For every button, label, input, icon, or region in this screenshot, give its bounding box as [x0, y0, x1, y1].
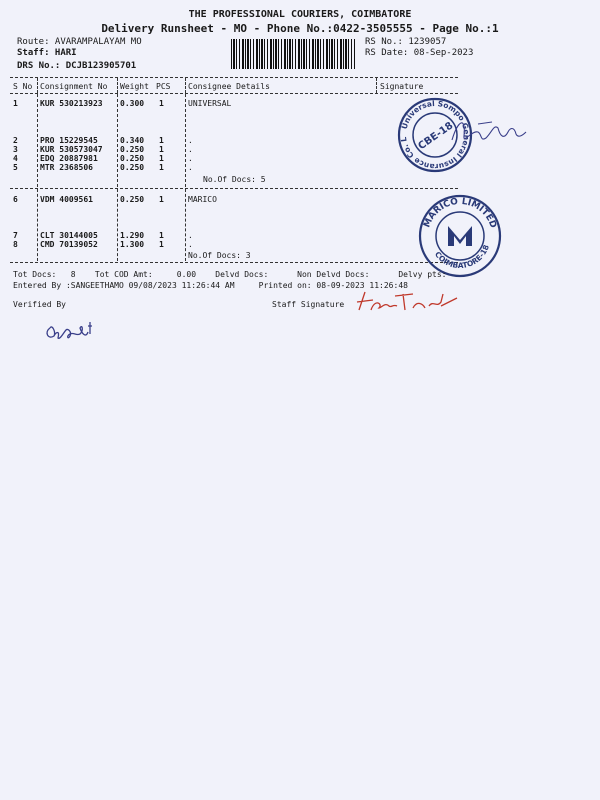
col-divider [37, 94, 38, 187]
row-weight: 0.300 [120, 99, 145, 108]
svg-text:COIMBATORE-18 [433, 244, 491, 271]
col-divider [185, 78, 186, 93]
row-weight: 0.250 [120, 145, 145, 154]
row-consignee: . [188, 136, 193, 145]
row-sno: 7 [13, 231, 18, 240]
svg-text:MARICO LIMITED [422, 197, 498, 230]
header-top-rule [10, 77, 458, 78]
staff-signature-label: Staff Signature [272, 300, 345, 309]
row-consignment: MTR 2368506 [40, 163, 93, 172]
drs-number: DRS No.: DCJB123905701 [17, 61, 137, 71]
stamp-center-text: CBE-18 [416, 120, 456, 153]
row-weight: 0.250 [120, 163, 145, 172]
table-bottom-rule [10, 262, 458, 263]
col-divider [117, 189, 118, 261]
col-header-signature: Signature [380, 82, 424, 91]
row-pcs: 1 [159, 136, 164, 145]
row-weight: 0.250 [120, 195, 145, 204]
row-consignee: . [188, 154, 193, 163]
group-doc-count: No.Of Docs: 3 [188, 251, 251, 260]
entered-by-line: Entered By :SANGEETHAMO 09/08/2023 11:26:44 AM Printed on: 08-09-2023 11:26:48 [13, 281, 408, 290]
marico-stamp [418, 194, 502, 278]
verifier-signature [42, 318, 104, 344]
col-header-sno: S No [13, 82, 33, 91]
row-weight: 1.290 [120, 231, 145, 240]
row-sno: 1 [13, 99, 18, 108]
col-header-weight: Weight [120, 82, 149, 91]
row-consignment: KUR 530213923 [40, 99, 103, 108]
col-header-pcs: PCS [156, 82, 171, 91]
staff-label: Staff: HARI [17, 48, 77, 58]
rs-date: RS Date: 08-Sep-2023 [365, 48, 474, 58]
group-doc-count: No.Of Docs: 5 [203, 175, 266, 184]
col-header-consignment: Consignment No [40, 82, 108, 91]
customer-signature [448, 110, 528, 155]
row-sno: 4 [13, 154, 18, 163]
col-divider [185, 94, 186, 187]
row-sno: 2 [13, 136, 18, 145]
row-consignee: . [188, 145, 193, 154]
stamp-ring-bottom-text: COIMBATORE-18 [432, 243, 491, 271]
col-header-consignee: Consignee Details [188, 82, 270, 91]
row-consignment: PRO 15229545 [40, 136, 98, 145]
row-sno: 6 [13, 195, 18, 204]
row-consignee: . [188, 163, 193, 172]
row-sno: 5 [13, 163, 18, 172]
totals-line: Tot Docs: 8 Tot COD Amt: 0.00 Delvd Docs: Non Delvd Docs: Delvy pts: [13, 270, 447, 279]
row-pcs: 1 [159, 163, 164, 172]
row-consignment: EDQ 20887981 [40, 154, 98, 163]
row-pcs: 1 [159, 154, 164, 163]
barcode [231, 39, 355, 69]
row-consignment: CLT 30144005 [40, 231, 98, 240]
col-divider [117, 94, 118, 187]
row-pcs: 1 [159, 195, 164, 204]
stamp-ring-top-text: MARICO LIMITED [422, 196, 498, 230]
row-weight: 1.300 [120, 240, 145, 249]
col-divider [117, 78, 118, 93]
stamp-ring-text: Universal Sompo General Insurance Co. Ltd [394, 90, 472, 172]
row-sno: 3 [13, 145, 18, 154]
runsheet-subtitle: Delivery Runsheet - MO - Phone No.:0422-3505555 - Page No.:1 [101, 22, 499, 35]
rs-number: RS No.: 1239057 [365, 37, 447, 47]
row-pcs: 1 [159, 99, 164, 108]
row-consignment: CMD 70139052 [40, 240, 98, 249]
row-consignment: VDM 4009561 [40, 195, 93, 204]
row-consignment: KUR 530573047 [40, 145, 103, 154]
row-consignee: . [188, 240, 193, 249]
row-consignee: MARICO [188, 195, 217, 204]
verified-by-label: Verified By [13, 300, 66, 309]
col-divider [37, 78, 38, 93]
row-consignee: . [188, 231, 193, 240]
route-label: Route: AVARAMPALAYAM MO [17, 37, 142, 47]
col-divider [376, 78, 377, 93]
col-divider [185, 189, 186, 261]
row-weight: 0.340 [120, 136, 145, 145]
row-pcs: 1 [159, 145, 164, 154]
header-bottom-rule [10, 93, 458, 94]
col-divider [37, 189, 38, 261]
group-separator [10, 188, 458, 189]
company-title: THE PROFESSIONAL COURIERS, COIMBATORE [188, 9, 412, 20]
row-weight: 0.250 [120, 154, 145, 163]
row-sno: 8 [13, 240, 18, 249]
row-consignee: UNIVERSAL [188, 99, 232, 108]
row-pcs: 1 [159, 240, 164, 249]
staff-signature [353, 286, 463, 316]
row-pcs: 1 [159, 231, 164, 240]
marico-logo-icon [448, 226, 472, 246]
